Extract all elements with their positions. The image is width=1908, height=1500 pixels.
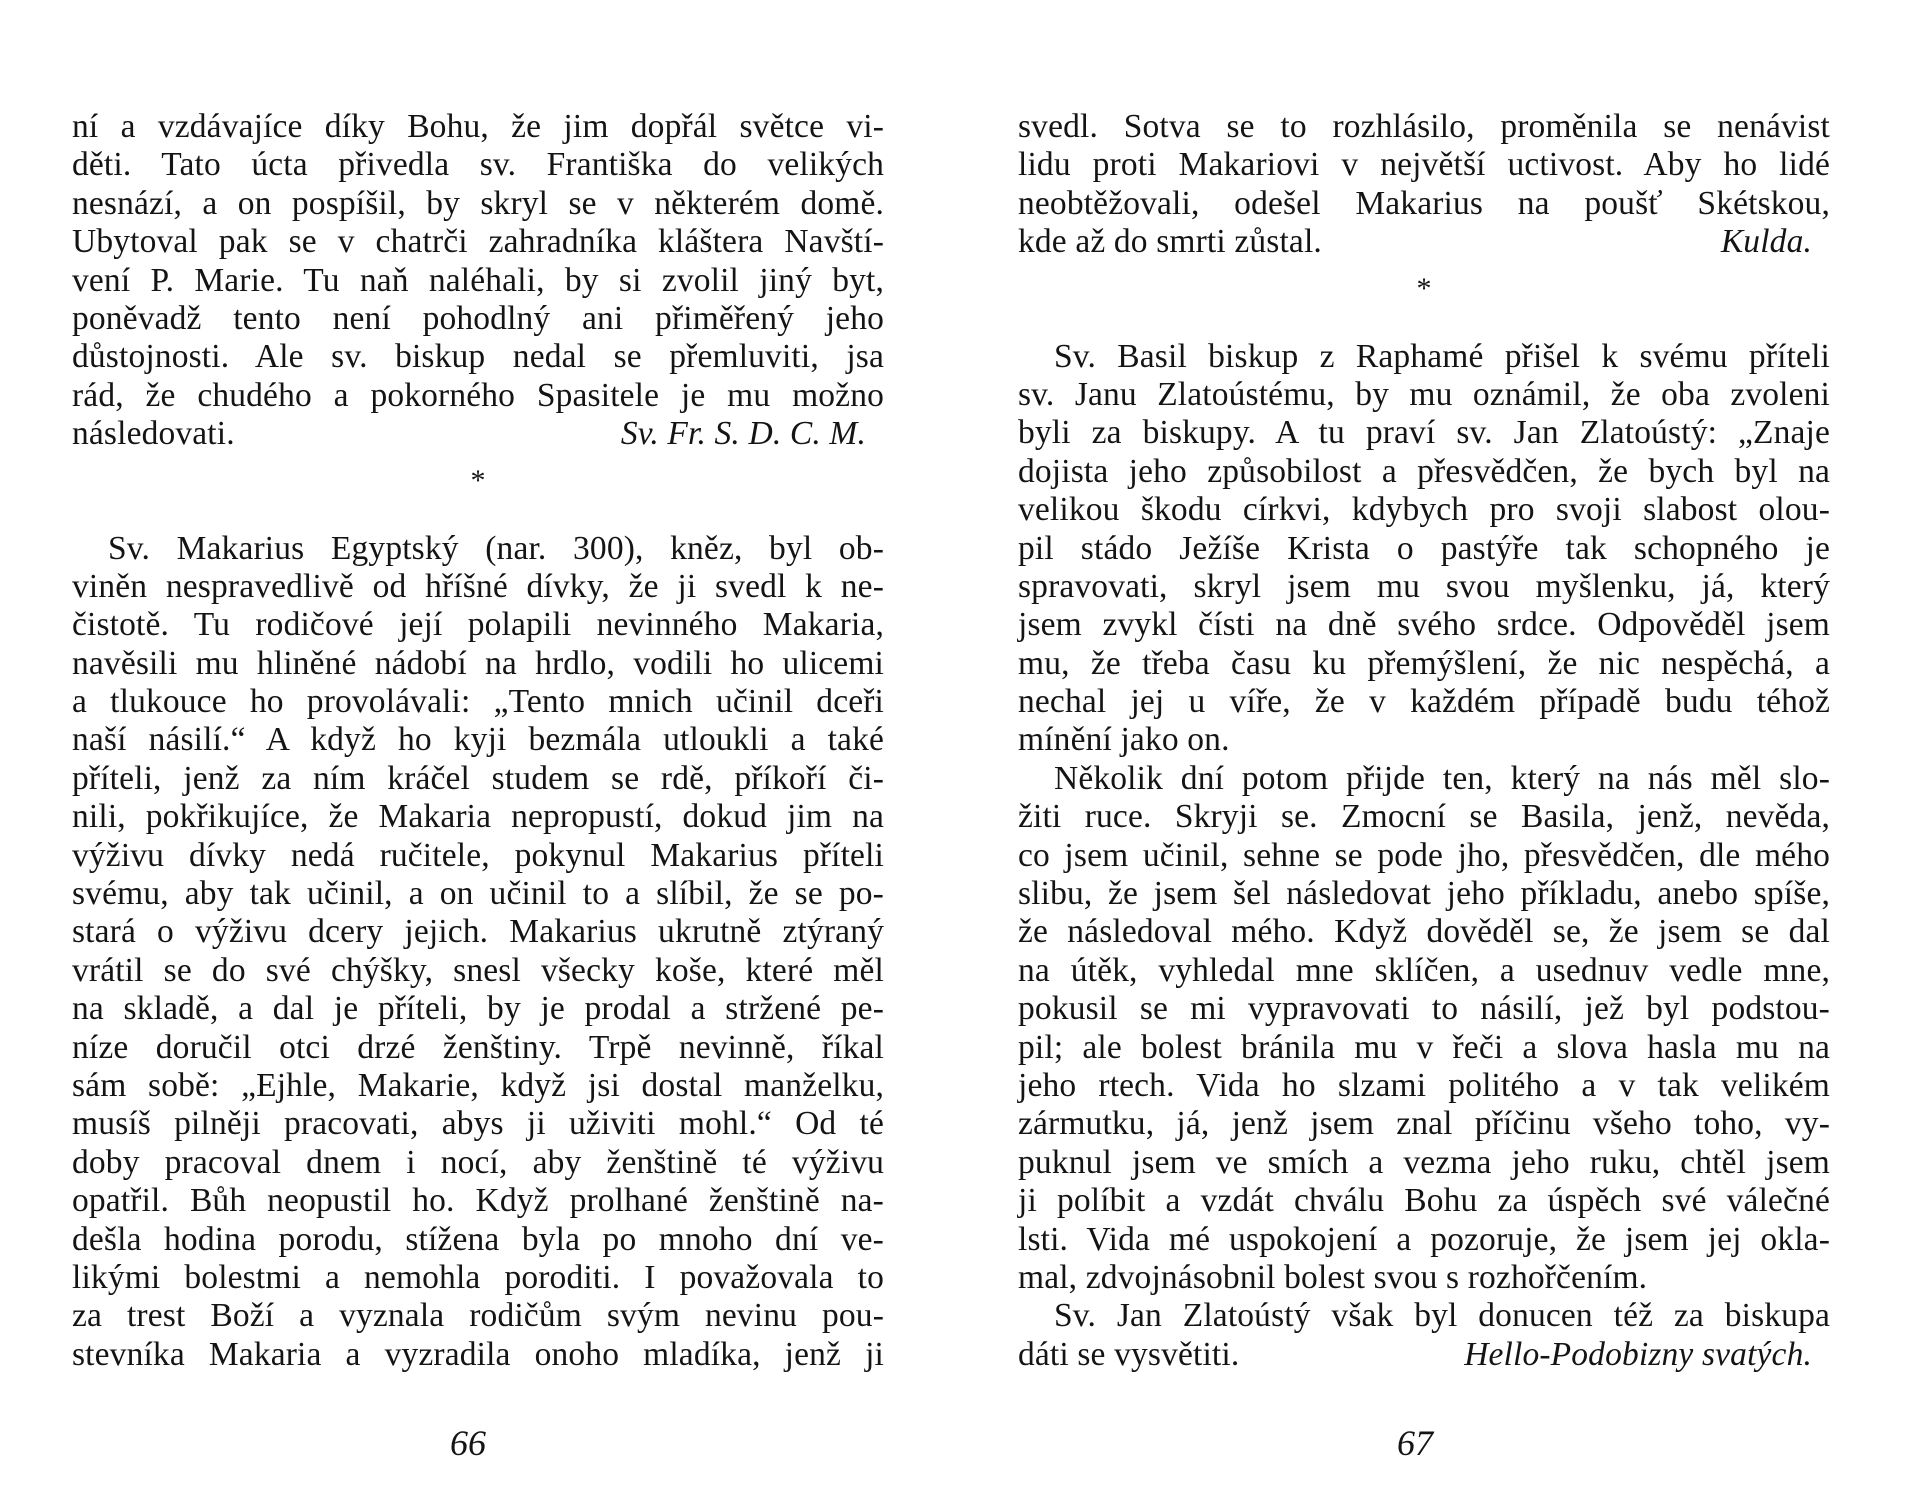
text-line: ji políbit a vzdát chválu Bohu za úspěch své válečné <box>1018 1182 1830 1220</box>
text-line: lidu proti Makariovi v největší uctivost. Aby ho lidé <box>1018 146 1830 184</box>
text-line: pokusil se mi vypravovati to násilí, jež byl podstou- <box>1018 990 1830 1028</box>
text-line: byli za biskupy. A tu praví sv. Jan Zlatoústý: „Znaje <box>1018 414 1830 452</box>
text-line: svému, aby tak učinil, a on učinil to a slíbil, že se po- <box>72 875 884 913</box>
closing-line <box>72 415 884 453</box>
text-line: doby pracoval dnem i nocí, aby ženštině té výživu <box>72 1143 884 1181</box>
text-line: Ubytoval pak se v chatrči zahradníka kláštera Navští- <box>72 223 884 261</box>
text-line: vení P. Marie. Tu naň naléhali, by si zvolil jiný byt, <box>72 261 884 299</box>
text-line: likými bolestmi a nemohla poroditi. I považovala to <box>72 1258 884 1296</box>
text-line: pil; ale bolest bránila mu v řeči a slova hasla mu na <box>1018 1028 1830 1066</box>
page-number: 67 <box>1397 1423 1433 1463</box>
text-line: nesnází, a on pospíšil, by skryl se v některém domě. <box>72 184 884 222</box>
text-line: zármutku, já, jenž jsem znal příčinu všeho toho, vy- <box>1018 1105 1830 1143</box>
text-line: níze doručil otci drzé ženštiny. Trpě nevinně, říkal <box>72 1028 884 1066</box>
text-line: výživu dívky nedá ručitele, pokynul Makarius příteli <box>72 836 884 874</box>
text-line: vrátil se do své chýšky, snesl všecky koše, které měl <box>72 951 884 989</box>
left-text-column <box>72 108 884 1374</box>
text-line: viněn nespravedlivě od hříšné dívky, že ji svedl k ne- <box>72 567 884 605</box>
text-line: lsti. Vida mé uspokojení a pozoruje, že jsem jej okla- <box>1018 1220 1830 1258</box>
text-line: mal, zdvojnásobnil bolest svou s rozhořčením. <box>1018 1258 1648 1296</box>
right-text-column <box>1018 108 1830 1374</box>
text-line: ní a vzdávajíce díky Bohu, že jim dopřál světce vi- <box>72 108 884 145</box>
text-line: musíš pilněji pracovati, abys ji uživiti mohl.“ Od té <box>72 1105 884 1143</box>
closing-text: kde až do smrti zůstal. <box>1018 223 1322 261</box>
text-line: neobtěžovali, odešel Makarius na poušť Skétskou, <box>1018 184 1830 222</box>
text-line: Několik dní potom přijde ten, který na nás měl slo- <box>1054 759 1830 797</box>
text-line: velikou škodu církvi, kdybych pro svoji slabost olou- <box>1018 491 1830 529</box>
closing-text: dáti se vysvětiti. <box>1018 1335 1240 1373</box>
text-line: dojista jeho způsobilost a přesvědčen, že bych byl na <box>1018 452 1830 490</box>
text-line: nili, pokřikujíce, že Makaria nepropustí, dokud jim na <box>72 798 884 836</box>
closing-text: následovati. <box>72 415 235 453</box>
text-line: důstojnosti. Ale sv. biskup nedal se přemluviti, jsa <box>72 338 884 376</box>
source-attribution: Kulda. <box>1720 223 1812 261</box>
section-separator: * <box>1416 271 1432 305</box>
text-line: příteli, jenž za ním kráčel studem se rdě, příkoří či- <box>72 759 884 797</box>
text-line: na skladě, a dal je příteli, by je prodal a stržené pe- <box>72 990 884 1028</box>
text-line: pil stádo Ježíše Krista o pastýře tak schopného je <box>1018 529 1830 567</box>
right-page <box>954 0 1908 1500</box>
source-attribution: Sv. Fr. S. D. C. M. <box>620 415 866 453</box>
text-line: mu, že třeba času ku přemýšlení, že nic nespěchá, a <box>1018 644 1830 682</box>
text-line: slibu, že jsem šel následovat jeho příkladu, anebo spíše, <box>1018 875 1830 913</box>
text-line: dešla hodina porodu, stížena byla po mnoho dní ve- <box>72 1220 884 1258</box>
closing-line <box>1018 223 1830 261</box>
page-number: 66 <box>450 1423 486 1463</box>
text-line: za trest Boží a vyznala rodičům svým nevinu pou- <box>72 1297 884 1335</box>
text-line: Sv. Makarius Egyptský (nar. 300), kněz, byl ob- <box>108 529 884 567</box>
text-line: nechal jej u víře, že v každém případě budu téhož <box>1018 683 1830 721</box>
text-line: sám sobě: „Ejhle, Makarie, když jsi dostal manželku, <box>72 1066 884 1104</box>
text-line: jsem zvykl čísti na dně svého srdce. Odpověděl jsem <box>1018 606 1830 644</box>
text-line: na útěk, vyhledal mne sklíčen, a usednuv vedle mne, <box>1018 951 1830 989</box>
closing-line <box>1018 1336 1830 1374</box>
text-line: stará o výživu dcery jejich. Makarius ukrutně ztýraný <box>72 913 884 951</box>
text-line: jeho rtech. Vida ho slzami politého a v tak velikém <box>1018 1066 1830 1104</box>
text-line: co jsem učinil, sehne se pode jho, přesvědčen, dle mého <box>1018 836 1830 874</box>
text-line: opatřil. Bůh neopustil ho. Když prolhané ženštině na- <box>72 1182 884 1220</box>
text-line: Sv. Basil biskup z Raphamé přišel k svému příteli <box>1054 337 1830 375</box>
text-line: stevníka Makaria a vyzradila onoho mladíka, jenž ji <box>72 1335 884 1373</box>
text-line: spravovati, skryl jsem mu svou myšlenku, já, který <box>1018 567 1830 605</box>
text-line: že následoval mého. Když dověděl se, že jsem se dal <box>1018 913 1830 951</box>
text-line: a tlukouce ho provolávali: „Tento mnich učinil dceři <box>72 683 884 721</box>
text-line: naší násilí.“ A když ho kyji bezmála utloukli a také <box>72 721 884 759</box>
section-separator: * <box>470 463 486 497</box>
text-line: navěsili mu hliněné nádobí na hrdlo, vodili ho ulicemi <box>72 644 884 682</box>
text-line: mínění jako on. <box>1018 721 1230 759</box>
text-line: poněvadž tento není pohodlný ani přiměřený jeho <box>72 299 884 337</box>
text-line: děti. Tato úcta přivedla sv. Františka do velikých <box>72 146 884 184</box>
text-line: svedl. Sotva se to rozhlásilo, proměnila se nenávist <box>1018 108 1830 145</box>
text-line: rád, že chudého a pokorného Spasitele je mu možno <box>72 376 884 414</box>
text-line: čistotě. Tu rodičové její polapili nevinného Makaria, <box>72 606 884 644</box>
text-line: žiti ruce. Skryji se. Zmocní se Basila, jenž, nevěda, <box>1018 798 1830 836</box>
text-line: sv. Janu Zlatoústému, by mu oznámil, že oba zvoleni <box>1018 375 1830 413</box>
source-attribution: Hello-Podobizny svatých. <box>1464 1335 1812 1373</box>
text-line: Sv. Jan Zlatoústý však byl donucen též za biskupa <box>1054 1297 1830 1335</box>
text-line: puknul jsem ve smích a vezma jeho ruku, chtěl jsem <box>1018 1143 1830 1181</box>
